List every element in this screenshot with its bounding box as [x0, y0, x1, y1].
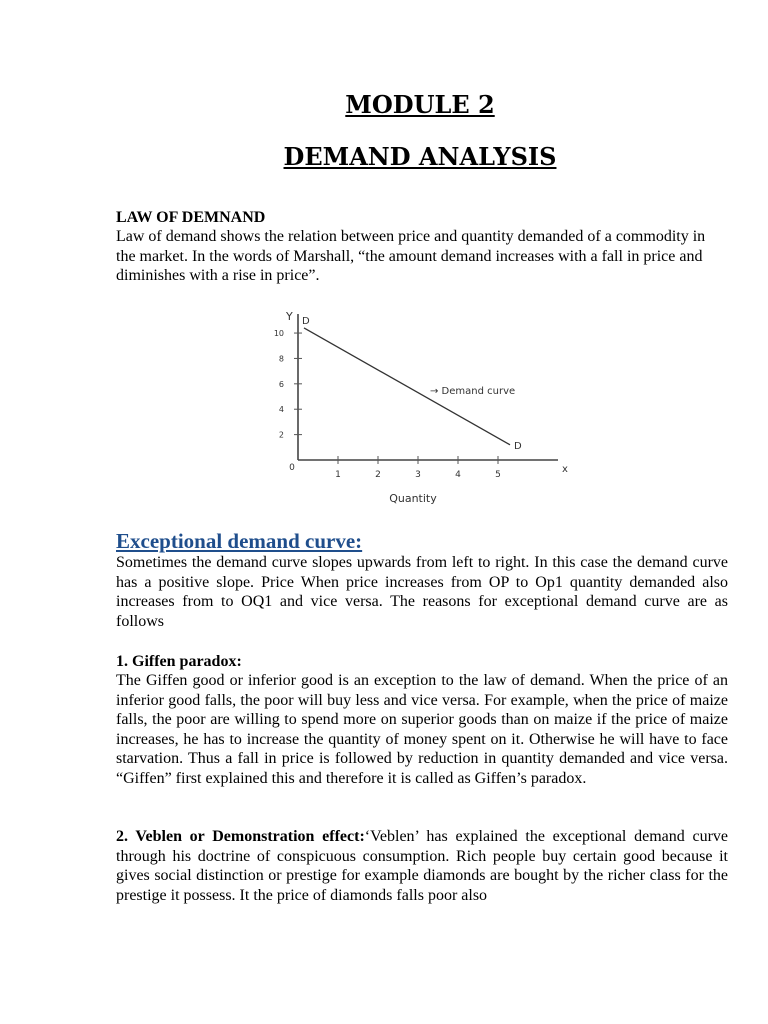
y-tick-label: 8: [278, 354, 284, 364]
law-of-demand-paragraph: Law of demand shows the relation between price and quantity demanded of a commodity in the market. In the words of Marshall, “the amount demand increases with a fall in price and diminishes with a rise in price”.: [116, 228, 706, 285]
chart-labels: [285, 310, 568, 505]
document-title: DEMAND ANALYSIS: [283, 142, 557, 171]
exceptional-demand-paragraph: Sometimes the demand curve slopes upwards from left to right. In this case the demand curve has a positive slope. Price When price increases from OP to Op1 quantity demanded also increases from to OQ1 and vice versa. The reasons for exceptional demand curve are as follows: [116, 554, 728, 630]
y-tick-label: 2: [278, 430, 284, 440]
y-tick-label: 6: [278, 379, 284, 389]
curve-start-label: D: [302, 315, 310, 327]
x-axis-end-label: x: [562, 464, 568, 475]
curve-end-label: D: [514, 440, 522, 452]
x-tick-label: 3: [415, 470, 421, 480]
x-tick-label: 4: [455, 470, 461, 480]
giffen-paragraph: The Giffen good or inferior good is an exception to the law of demand. When the price of an inferior good falls, the poor will buy less and vice versa. For example, when the price of maize falls, the poor are willing to spend more on superior goods than on maize if the price of maize increases, he has to increase the quantity of money spent on it. Otherwise he will have to face starvation. Thus a fall in price is followed by reduction in quantity demanded and vice versa. “Giffen” first explained this and therefore it is called as Giffen’s paradox.: [116, 672, 728, 787]
x-tick-label: 5: [495, 470, 501, 480]
x-axis-label: Quantity: [389, 492, 437, 505]
y-tick-label: 4: [278, 405, 284, 415]
y-axis-label: Y: [286, 310, 293, 323]
x-tick-label: 2: [375, 470, 381, 480]
demand-curve-chart: [258, 300, 578, 512]
veblen-paragraph: [116, 827, 728, 905]
veblen-heading: 2. Veblen or Demonstration effect:: [116, 828, 365, 845]
exceptional-demand-heading: Exceptional demand curve:: [116, 529, 363, 553]
giffen-heading: 1. Giffen paradox:: [116, 653, 242, 670]
x-tick-label: 1: [335, 470, 341, 480]
demand-curve-annotation: → Demand curve: [430, 386, 516, 397]
chart-axes: [298, 314, 558, 460]
law-of-demand-heading: LAW OF DEMNAND: [116, 209, 266, 226]
chart-ticks: [274, 329, 501, 480]
module-title: MODULE 2: [345, 90, 495, 119]
origin-label: 0: [289, 463, 295, 473]
veblen-text: ‘Veblen’ has explained the exceptional demand curve through his doctrine of conspicuous consumption. Rich people buy certain good because it gives social distinction or prestige for example diamonds are bought by the richer class for the prestige it possess. It the price of diamonds falls poor also: [116, 828, 729, 904]
y-tick-label: 10: [273, 329, 284, 339]
